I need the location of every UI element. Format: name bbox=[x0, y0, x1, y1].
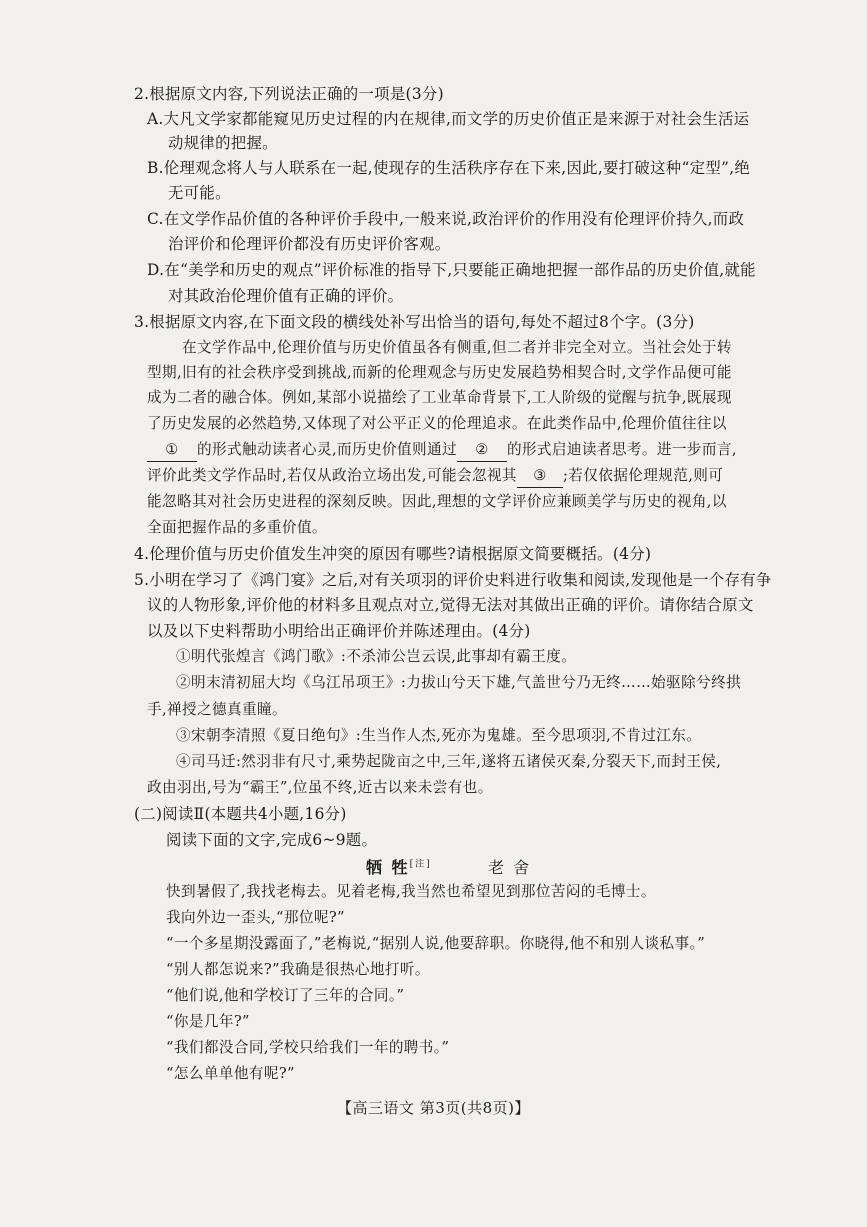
story-line-1: 快到暑假了,我找老梅去。见着老梅,我当然也希望见到那位苦闷的毛博士。 bbox=[166, 883, 656, 900]
q3-line6-text-a: 评价此类文学作品时,若仅从政治立场出发,可能会忽视其 bbox=[147, 467, 517, 484]
q5-source-1: ①明代张煌言《鸿门歌》:不杀沛公岂云误,此事却有霸王度。 bbox=[176, 648, 577, 665]
story-line-4: “别人都怎说来?”我确是很热心地打听。 bbox=[166, 961, 430, 978]
blank-2: ② bbox=[457, 439, 507, 462]
story-title bbox=[366, 855, 432, 878]
q2-stem: 2.根据原文内容,下列说法正确的一项是(3分) bbox=[134, 85, 444, 103]
q3-passage-line8: 全面把握作品的多重价值。 bbox=[147, 519, 327, 536]
story-line-2: 我向外边一歪头,“那位呢?” bbox=[166, 909, 345, 926]
q3-passage-line4: 了历史发展的必然趋势,又体现了对公平正义的伦理追求。在此类作品中,伦理价值往往以 bbox=[147, 415, 727, 432]
page-footer: 【高三语文 第3页(共8页)】 bbox=[336, 1099, 531, 1117]
q5-stem-line2: 议的人物形象,评价他的材料多且观点对立,觉得无法对其做出正确的评价。请你结合原文 bbox=[147, 596, 754, 614]
story-author: 老 舍 bbox=[488, 858, 532, 877]
q5-source-3: ③宋朝李清照《夏日绝句》:生当作人杰,死亦为鬼雄。至今思项羽,不肯过江东。 bbox=[176, 727, 702, 744]
q2-option-a-line2: 动规律的把握。 bbox=[168, 134, 278, 152]
q5-source-4-line1: ④司马迁:然羽非有尺寸,乘势起陇亩之中,三年,遂将五诸侯灭秦,分裂天下,而封王侯, bbox=[176, 753, 722, 770]
q2-option-a-line1: A.大凡文学家都能窥见历史过程的内在规律,而文学的历史价值正是来源于对社会生活运 bbox=[147, 110, 750, 128]
story-line-6: “你是几年?” bbox=[166, 1013, 250, 1030]
q3-passage-line2: 型期,旧有的社会秩序受到挑战,而新的伦理观念与历史发展趋势相契合时,文学作品便可能 bbox=[147, 364, 732, 381]
q3-line5-text-a: 的形式触动读者心灵,而历史价值则通过 bbox=[197, 441, 457, 458]
q2-option-c-line2: 治评价和伦理评价都没有历史评价客观。 bbox=[168, 235, 451, 253]
q2-option-b-line2: 无可能。 bbox=[168, 184, 231, 202]
q5-source-4-line2: 政由羽出,号为“霸王”,位虽不终,近古以来未尝有也。 bbox=[147, 779, 493, 796]
q3-passage-line6 bbox=[147, 465, 723, 488]
q5-stem-line1: 5.小明在学习了《鸿门宴》之后,对有关项羽的评价史料进行收集和阅读,发现他是一个存有争 bbox=[134, 571, 772, 589]
q5-source-2-line1: ②明末清初屈大均《乌江吊项王》:力拔山兮天下雄,气盖世兮乃无终……始驱除兮终拱 bbox=[176, 674, 742, 691]
q3-passage-line1: 在文学作品中,伦理价值与历史价值虽各有侧重,但二者并非完全对立。当社会处于转 bbox=[182, 339, 732, 356]
reading2-instruction: 阅读下面的文字,完成6~9题。 bbox=[166, 831, 378, 849]
blank-3: ③ bbox=[517, 465, 563, 488]
q4-stem: 4.伦理价值与历史价值发生冲突的原因有哪些?请根据原文简要概括。(4分) bbox=[134, 545, 652, 563]
q3-passage-line5 bbox=[147, 439, 737, 462]
story-line-7: “我们都没合同,学校只给我们一年的聘书。” bbox=[166, 1039, 450, 1056]
q2-option-c-line1: C.在文学作品价值的各种评价手段中,一般来说,政治评价的作用没有伦理评价持久,而政 bbox=[147, 210, 745, 228]
q3-passage-line3: 成为二者的融合体。例如,某部小说描绘了工业革命背景下,工人阶级的觉醒与抗争,既展现 bbox=[147, 389, 732, 406]
story-title-note: [注] bbox=[409, 859, 432, 870]
q5-source-2-line2: 手,禅授之德真重瞳。 bbox=[147, 701, 287, 718]
q3-line6-text-b: ;若仅依据伦理规范,则可 bbox=[562, 467, 724, 484]
q2-option-b-line1: B.伦理观念将人与人联系在一起,使现存的生活秩序存在下来,因此,要打破这种“定型”,绝 bbox=[147, 159, 751, 177]
q3-passage-line7: 能忽略其对社会历史进程的深刻反映。因此,理想的文学评价应兼顾美学与历史的视角,以 bbox=[147, 493, 727, 510]
q2-option-d-line2: 对其政治伦理价值有正确的评价。 bbox=[168, 287, 404, 305]
q3-stem: 3.根据原文内容,在下面文段的横线处补写出恰当的语句,每处不超过8个字。(3分) bbox=[134, 313, 695, 331]
story-line-8: “怎么单单他有呢?” bbox=[166, 1065, 295, 1082]
story-title-text: 牺 牲 bbox=[366, 858, 410, 877]
reading2-heading: (二)阅读Ⅱ(本题共4小题,16分) bbox=[134, 805, 347, 823]
story-line-5: “他们说,他和学校订了三年的合同。” bbox=[166, 987, 405, 1004]
q5-stem-line3: 以及以下史料帮助小明给出正确评价并陈述理由。(4分) bbox=[147, 622, 531, 640]
story-line-3: “一个多星期没露面了,”老梅说,“据别人说,他要辞职。你晓得,他不和别人谈私事。” bbox=[166, 935, 706, 952]
q2-option-d-line1: D.在“美学和历史的观点”评价标准的指导下,只要能正确地把握一部作品的历史价值,就能 bbox=[147, 261, 756, 279]
q3-line5-text-b: 的形式启迪读者思考。进一步而言, bbox=[506, 441, 737, 458]
blank-1: ① bbox=[147, 439, 197, 462]
